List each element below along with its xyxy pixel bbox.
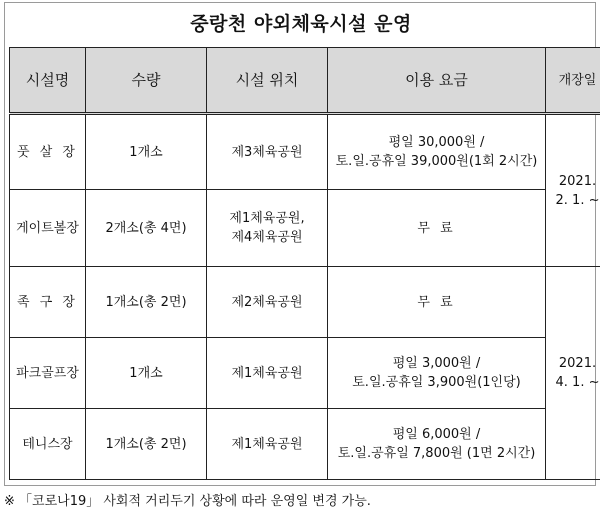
header-location: 시설 위치 — [207, 48, 328, 114]
page-title: 중랑천 야외체육시설 운영 — [190, 13, 412, 35]
header-quantity: 수량 — [86, 48, 207, 114]
header-facility-name: 시설명 — [10, 48, 86, 114]
facility-name: 파크골프장 — [10, 338, 86, 409]
document-frame — [4, 2, 600, 486]
facility-quantity: 2개소(총 4면) — [86, 190, 207, 267]
facility-quantity: 1개소 — [86, 338, 207, 409]
fee-line-2: 토.일.공휴일 3,900원(1인당) — [352, 375, 521, 390]
facility-quantity: 1개소(총 2면) — [86, 267, 207, 338]
location-line-2: 제4체육공원 — [231, 230, 303, 245]
facility-location — [207, 190, 328, 267]
table-row — [10, 190, 600, 267]
footnote: ※ 「코로나19」 사회적 거리두기 상황에 따라 운영일 변경 가능. — [4, 494, 371, 509]
fee-line-2: 토.일.공휴일 7,800원 (1면 2시간) — [337, 446, 536, 461]
facility-location: 제1체육공원 — [207, 338, 328, 409]
fee-line-1: 평일 6,000원 / — [392, 427, 481, 442]
table-row — [10, 267, 600, 338]
facility-name: 테니스장 — [10, 409, 86, 480]
open-date-day: 2. 1. ~ — [555, 192, 600, 208]
facility-fee — [328, 338, 546, 409]
fee-line-1: 무 료 — [417, 294, 456, 310]
facility-fee — [328, 190, 546, 267]
open-date-day: 4. 1. ~ — [555, 375, 600, 390]
facility-quantity: 1개소(총 2면) — [86, 409, 207, 480]
header-open-date: 개장일 — [546, 48, 600, 114]
facility-location: 제1체육공원 — [207, 409, 328, 480]
fee-line-1: 평일 3,000원 / — [392, 356, 481, 371]
location-line-1: 제1체육공원, — [229, 211, 305, 226]
open-date-year: 2021. — [558, 173, 597, 189]
facility-fee — [328, 409, 546, 480]
fee-line-1: 무 료 — [417, 220, 456, 236]
table-row — [10, 114, 600, 190]
table-header-row — [10, 48, 600, 114]
facility-name: 풋 살 장 — [10, 114, 86, 190]
facility-table — [9, 47, 600, 480]
facility-quantity: 1개소 — [86, 114, 207, 190]
facility-name: 족 구 장 — [10, 267, 86, 338]
facility-name: 게이트볼장 — [10, 190, 86, 267]
open-date — [546, 114, 600, 267]
facility-fee — [328, 114, 546, 190]
header-fee: 이용 요금 — [328, 48, 546, 114]
fee-line-2: 토.일.공휴일 39,000원(1회 2시간) — [335, 154, 538, 169]
facility-location: 제2체육공원 — [207, 267, 328, 338]
table-row — [10, 409, 600, 480]
open-date — [546, 267, 600, 480]
fee-line-1: 평일 30,000원 / — [388, 135, 485, 150]
facility-location: 제3체육공원 — [207, 114, 328, 190]
facility-fee — [328, 267, 546, 338]
open-date-year: 2021. — [558, 356, 597, 371]
table-row — [10, 338, 600, 409]
